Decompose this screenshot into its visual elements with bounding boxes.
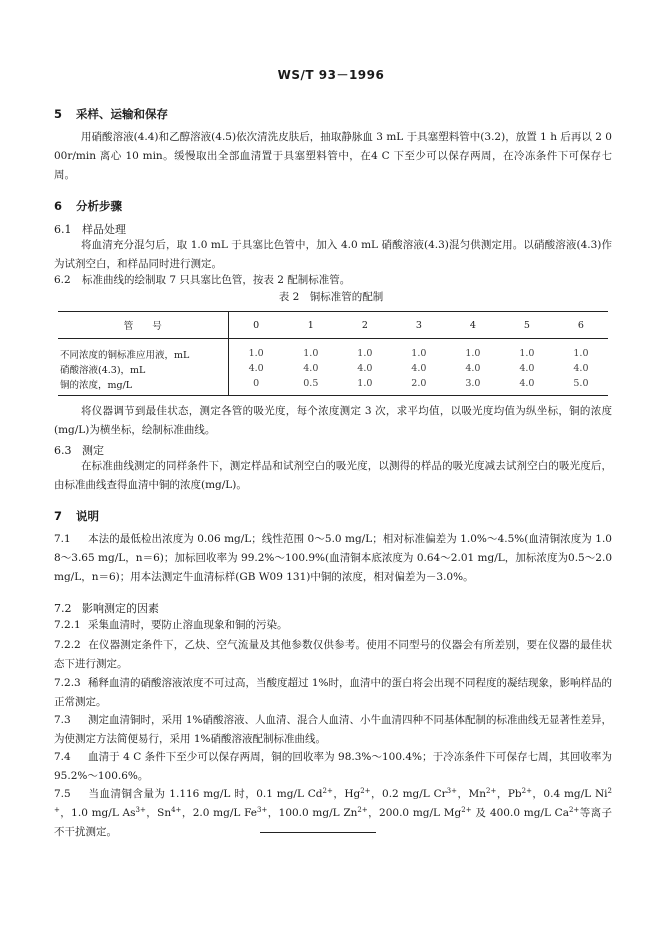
subsection-6-3-heading [54, 442, 104, 458]
item-number: 7.2.3 [54, 677, 81, 689]
section-5-heading [54, 106, 168, 122]
table-column-header: 3 [392, 312, 446, 339]
item-7-2-3 [54, 674, 612, 712]
subsection-6-3-text: 在标准曲线测定的同样条件下，测定样品和试剂空白的吸光度，以测得的样品的吸光度减去试剂空白的吸光度后，由标准曲线查得血清中铜的浓度(mg/L)。 [54, 460, 612, 491]
table-row [58, 376, 608, 396]
table-cell: 4.0 [357, 363, 373, 374]
subsection-7-2-heading [54, 600, 159, 616]
item-number: 7.5 [54, 788, 71, 800]
item-text: ，0.4 mg/L Ni [531, 788, 608, 800]
standard-tube-table [58, 311, 608, 396]
item-text: 稀释血清的硝酸溶液浓度不可过高，当酸度超过 1%时，血清中的蛋白将会出现不同程度的凝结现象，影响样品的正常测定。 [54, 677, 612, 708]
table-cell: 4.0 [573, 363, 589, 374]
item-number: 7.3 [54, 714, 71, 726]
table-header-label: 管 号 [58, 312, 228, 339]
charge-superscript: 4+ [171, 806, 182, 814]
row-label: 铜的浓度，mg/L [58, 376, 228, 396]
table-caption: 表 2 铜标准管的配制 [278, 291, 384, 303]
item-text: ，1.0 mg/L As [59, 807, 136, 819]
charge-superscript: 2+ [486, 787, 497, 795]
subsection-6-1-heading [54, 221, 126, 237]
subsection-title: 影响测定的因素 [82, 602, 159, 615]
item-text: ，200.0 mg/L Mg [367, 807, 462, 819]
charge-superscript: 2+ [54, 787, 612, 814]
section-number: 5 [54, 107, 63, 121]
item-7-1 [54, 530, 612, 587]
table-cell: 1.0 [357, 348, 373, 359]
item-number: 7.4 [54, 751, 71, 763]
item-text: 测定血清铜时，采用 1%硝酸溶液、人血清、混合人血清、小牛血清四种不同基体配制的标准曲线无显著性差异，为使测定方法简便易行，采用 1%硝酸溶液配制标准曲线。 [54, 714, 612, 745]
table-cell: 3.0 [446, 376, 500, 396]
charge-superscript: 3+ [135, 806, 146, 814]
table-cell: 1.0 [248, 348, 264, 359]
item-7-3 [54, 711, 612, 749]
after-table-text: 将仪器调节到最佳状态，测定各管的吸光度，每个浓度测定 3 次，求平均值，以吸光度均值为纵坐标，铜的浓度(mg/L)为横坐标，绘制标准曲线。 [54, 405, 612, 436]
table-cell: 1.0 [519, 348, 535, 359]
subsection-6-1-text: 将血清充分混匀后，取 1.0 mL 于具塞比色管中，加入 4.0 mL 硝酸溶液(4.3)混匀供测定用。以硝酸溶液(4.3)作为试剂空白，和样品同时进行测定。 [54, 239, 612, 270]
item-7-5 [54, 785, 612, 842]
table-row [58, 361, 608, 376]
charge-superscript: 3+ [446, 787, 457, 795]
charge-superscript: 2+ [360, 787, 371, 795]
item-text: 本法的最低检出浓度为 0.06 mg/L；线性范围 0～5.0 mg/L；相对标准偏差为 1.0%～4.5%(血清铜浓度为 1.08～3.65 mg/L，n＝6)；加标回收率为 99.2%～100.9%(血清铜本底浓度为 0.64～2.01 mg/L，加标浓度为0.5～2.0 mg/L，n＝6)；用本法测定牛血清标样(GB W09 131)中铜的浓度，相对偏差为－3.0%。 [54, 533, 612, 583]
subsection-6-2 [54, 271, 612, 290]
charge-superscript: 2+ [461, 806, 472, 814]
row-label: 不同浓度的铜标准应用液，mL [58, 346, 228, 361]
table-cell: 4.0 [519, 363, 535, 374]
section-title: 分析步骤 [76, 199, 122, 213]
table-column-header: 0 [228, 312, 284, 339]
table-cell: 1.0 [303, 348, 319, 359]
section-5-text: 用硝酸溶液(4.4)和乙醇溶液(4.5)依次清洗皮肤后，抽取静脉血 3 mL 于具塞塑料管中(3.2)，放置 1 h 后再以 2 000r/min 离心 10 min。缓慢取出全部血清置于具塞塑料管中，在4 C 下至少可以保存两周，在冷冻条件下可保存七周。 [54, 131, 612, 181]
item-number: 7.2.2 [54, 639, 81, 651]
item-text: 在仪器测定条件下，乙炔、空气流量及其他参数仅供参考。使用不同型号的仪器会有所差别，要在仪器的最佳状态下进行测定。 [54, 639, 612, 670]
section-title: 说明 [76, 509, 99, 523]
table-column-header: 4 [446, 312, 500, 339]
subsection-number: 6.2 [54, 274, 71, 286]
table-cell: 1.0 [338, 376, 392, 396]
table-cell: 4.0 [465, 363, 481, 374]
table-cell: 1.0 [411, 348, 427, 359]
table-cell: 0.5 [284, 376, 338, 396]
table-column-header: 2 [338, 312, 392, 339]
table-cell: 4.0 [411, 363, 427, 374]
table-cell: 5.0 [554, 376, 608, 396]
charge-superscript: 2+ [521, 787, 532, 795]
footer-divider [260, 832, 376, 833]
row-label: 硝酸溶液(4.3)，mL [58, 361, 228, 376]
table-cell: 4.0 [248, 363, 264, 374]
item-text: 采集血清时，要防止溶血现象和铜的污染。 [88, 619, 288, 631]
table-cell: 2.0 [392, 376, 446, 396]
item-number: 7.2.1 [54, 619, 81, 631]
item-text: ，Pb [496, 788, 522, 800]
item-text: ，2.0 mg/L Fe [181, 807, 258, 819]
table-column-header: 1 [284, 312, 338, 339]
page-header-code: WS/T 93－1996 [277, 68, 385, 82]
section-title: 采样、运输和保存 [76, 107, 168, 121]
section-6-heading [54, 198, 122, 214]
item-number: 7.1 [54, 533, 71, 545]
item-text: 及 400.0 mg/L Ca [471, 807, 569, 819]
item-text: ，Mn [456, 788, 486, 800]
table-row [58, 346, 608, 361]
table-cell: 4.0 [303, 363, 319, 374]
item-7-2-1 [54, 616, 612, 635]
table-cell: 0 [228, 376, 284, 396]
section-number: 6 [54, 199, 63, 213]
section-number: 7 [54, 509, 63, 523]
item-text: ，0.2 mg/L Cr [370, 788, 447, 800]
item-text: ，100.0 mg/L Zn [267, 807, 358, 819]
charge-superscript: 2+ [357, 806, 368, 814]
item-7-2-2 [54, 636, 612, 674]
item-text: 等离子不干扰测定。 [54, 807, 612, 838]
table-column-header: 5 [500, 312, 554, 339]
section-7-heading [54, 508, 99, 524]
item-text: ，Hg [332, 788, 361, 800]
charge-superscript: 3+ [257, 806, 268, 814]
item-text: 血清于 4 C 条件下至少可以保存两周，铜的回收率为 98.3%～100.4%；于冷冻条件下可保存七周，其回收率为 95.2%～100.6%。 [54, 751, 612, 782]
charge-superscript: 2+ [322, 787, 333, 795]
subsection-title: 测定 [82, 444, 104, 457]
subsection-number: 7.2 [54, 602, 72, 615]
table-cell: 1.0 [573, 348, 589, 359]
subsection-number: 6.1 [54, 223, 72, 236]
item-7-4 [54, 748, 612, 786]
table-cell: 4.0 [500, 376, 554, 396]
item-text: 当血清铜含量为 1.116 mg/L 时，0.1 mg/L Cd [88, 788, 323, 800]
subsection-6-2-text: 标准曲线的绘制取 7 只具塞比色管，按表 2 配制标准管。 [82, 274, 351, 286]
subsection-title: 样品处理 [82, 223, 126, 236]
table-header-row [58, 312, 608, 339]
charge-superscript: 2+ [568, 806, 580, 814]
subsection-number: 6.3 [54, 444, 72, 457]
item-text: ，Sn [145, 807, 172, 819]
table-cell: 1.0 [465, 348, 481, 359]
table-column-header: 6 [554, 312, 608, 339]
